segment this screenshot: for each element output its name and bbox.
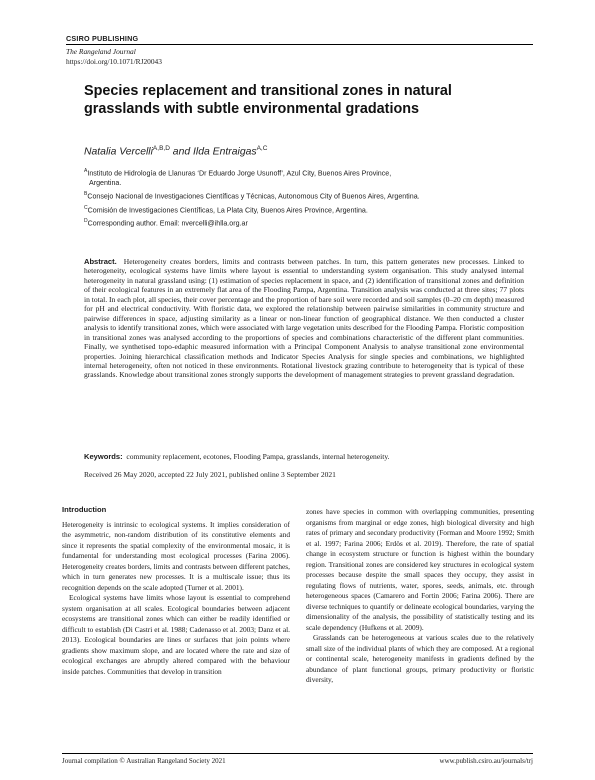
received-dates: Received 26 May 2020, accepted 22 July 2021, published online 3 September 2021 [84, 470, 336, 479]
affiliation-b-text: Consejo Nacional de Investigaciones Científicas y Técnicas, Autonomous City of Buenos Aires, Argentina. [87, 192, 420, 201]
paragraph: Grasslands can be heterogeneous at various scales due to the relatively small size of the individual plants of which they are composed. At a regional or continental scale, heterogeneity manifests in gradients defined by the abundance of plant functional groups, primary productivity or floristic diversity, [306, 633, 534, 684]
body-column-left [62, 505, 290, 677]
author-1: Natalia Vercelli [84, 146, 153, 158]
keywords-text: community replacement, ecotones, Flooding Pampa, grasslands, internal heterogeneity. [126, 452, 390, 461]
publisher-name: CSIRO PUBLISHING [66, 34, 139, 43]
keywords-label: Keywords: [84, 452, 123, 461]
author-1-affil: A,B,D [152, 145, 170, 152]
affiliation-b [84, 190, 524, 202]
affiliation-c [84, 204, 524, 216]
paragraph: Ecological systems have limits whose layout is essential to comprehend system organisation at all scales. Ecological boundaries between adjacent ecosystems are transitional zones which can either be readily identified or difficult to establish (Di Castri et al. 1988; Cadenasso et al. 2003; Danz et al. 2013). Ecological boundaries are lines or surfaces that join points where gradients show maximum slope, and are located where the rate and size of ecological exchanges are abruptly altered compared with the behaviour inside patches. Communities that develop in transition [62, 593, 290, 676]
abstract-label: Abstract. [84, 257, 117, 266]
affiliation-b-marker: B [84, 191, 88, 198]
article-title: Species replacement and transitional zones in natural grasslands with subtle environmental gradations [84, 83, 452, 117]
author-line [84, 145, 524, 157]
author-2-affil: A,C [256, 145, 268, 152]
copyright: Journal compilation © Australian Rangeland Society 2021 [62, 757, 226, 765]
keywords [84, 452, 524, 461]
affiliations [84, 167, 524, 231]
affiliation-a [84, 167, 524, 189]
doi-link[interactable]: https://doi.org/10.1071/RJ20043 [66, 57, 162, 66]
abstract-text: Heterogeneity creates borders, limits and contrasts between patches. In turn, this pattern generates new processes. Linked to heterogeneity, ecological systems have limits where layout is essential to understanding system organisation. This study analysed internal heterogeneity in natural grassland using: (1) estimation of species replacement in space, and (2) identification of transitional zones and definition of their ecological features in an extremely flat area of the Flooding Pampa, Argentina. Transition analysis was conducted at three sites; 77 plots in total. In each plot, all species, their cover percentage and the proportion of bare soil were recorded and soil samples (0–20 cm depth) measured for pH and electrical conductivity. With floristic data, we explored the relationship between pairwise similarities in community structure and pairwise differences in space, adjusting similarity as a linear or non-linear function of geographical distance. We then conducted a cluster analysis to identify transitional zones, which were associated with large vegetation units described for the Flooding Pampa. Floristic composition in transitional zones was analysed according to the proportions of species and combinations characteristic of the different plant communities. Finally, we synthetised topo-edaphic measured information with a Principal Component Analysis to analyse transitional zone environmental properties. Joining hierarchical classification methods and Indicator Species Analysis for single species and combinations, we highlighted internal heterogeneity, often not noticed in these environments. Rotational livestock grazing contribute to heterogeneity that is typical of these grasslands. Knowledge about transitional zones strongly supports the development of management strategies to prevent grassland degradation. [84, 257, 524, 380]
journal-url[interactable]: www.publish.csiro.au/journals/trj [439, 757, 533, 765]
journal-name: The Rangeland Journal [66, 47, 136, 56]
affiliation-c-marker: C [84, 204, 88, 211]
header-rule [66, 44, 533, 45]
author-2: Ilda Entraigas [193, 146, 257, 158]
section-heading-introduction: Introduction [62, 505, 107, 514]
affiliation-d-text: Corresponding author. Email: nvercelli@ihlla.org.ar [87, 219, 248, 228]
footer-rule [62, 753, 533, 754]
body-column-right [306, 507, 534, 686]
affiliation-d [84, 217, 524, 229]
affiliation-a-text: Instituto de Hidrología de Llanuras ‘Dr Eduardo Jorge Usunoff’, Azul City, Buenos Aires Province, [87, 169, 392, 178]
affiliation-a-cont: Argentina. [89, 178, 122, 187]
affiliation-c-text: Comisión de Investigaciones Científicas, La Plata City, Buenos Aires Province, Argentina. [87, 206, 368, 215]
affiliation-a-marker: A [84, 168, 88, 174]
author-conjunction: and [169, 146, 194, 158]
affiliation-d-marker: D [84, 218, 88, 225]
paragraph: zones have species in common with overlapping communities, presenting organisms from marginal or edge zones, high biological diversity and high rates of primary and secondary productivity (Forman and Moore 1992; Smith et al. 1997; Farina 2006; Erdös et al. 2019). Therefore, the rate of spatial change in ecosystem structure or function is highest within the boundary region. Transitional zones are considered key structures in ecological system processes because despite the small spaces they occupy, they assist in regulating flows of nutrients, water, spores, seeds, animals, etc. through heterogeneous spaces (Camarero and Fortin 2006; Farina 2006). There are diverse techniques to quantify or delineate ecological boundaries, varying the dimensionality of the analysis, the possibility of statistically testing and its scale dependency (Hufkens et al. 2009). [306, 507, 534, 632]
abstract [84, 257, 524, 380]
paragraph: Heterogeneity is intrinsic to ecological systems. It implies consideration of the asymmetric, non-random distribution of its constitutive elements and since it represents the spatial complexity of the environmental mosaic, it is fundamental for understanding most ecological processes (Farina 2006). Heterogeneity creates borders, limits and contrasts between different patches, which in turn generates new processes. It is a multiscale issue; thus its recognition depends on the scale adopted (Turner et al. 2001). [62, 519, 290, 592]
